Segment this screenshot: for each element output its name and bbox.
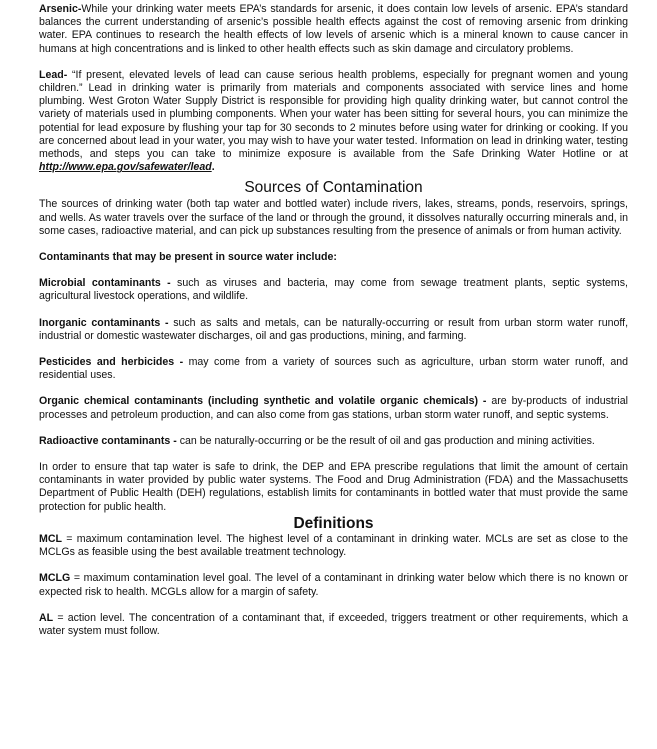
definition-mcl: [39, 533, 628, 559]
definition-al: [39, 612, 628, 638]
contaminant-item-radioactive: [39, 435, 628, 448]
contaminant-term: Organic chemical contaminants (including synthetic and volatile organic chemicals) -: [39, 395, 492, 408]
definition-text: = maximum contamination level. The highest level of a contaminant in drinking water. MCLs are set as close to the MCLGs as feasible using the best available treatment technology.: [39, 532, 628, 559]
arsenic-term: Arsenic-: [39, 3, 82, 15]
epa-lead-link[interactable]: http://www.epa.gov/safewater/lead: [39, 161, 212, 174]
lead-text: “If present, elevated levels of lead can cause serious health problems, especially for pregnant women and young children.” Lead in drinking water is primarily from materials and components associated with service lines and home plumbing. West Groton Water Supply District is responsible for providing high quality drinking water, but cannot control the variety of materials used in plumbing components. When your water has been sitting for several hours, you can minimize the potential for lead exposure by flushing your tap for 30 seconds to 2 minutes before using water for drinking or cooking. If you are concerned about lead in your water, you may wish to have your water tested. Information on lead in drinking water, testing methods, and steps you can take to minimize exposure is available from the Safe Drinking Water Hotline or at: [39, 68, 628, 161]
definition-mclg: [39, 572, 628, 598]
contaminants-list-heading-text: Contaminants that may be present in source water include:: [39, 251, 337, 264]
contaminant-item-pesticides: [39, 356, 628, 382]
contaminant-term: Microbial contaminants -: [39, 277, 178, 290]
lead-term: Lead-: [39, 68, 68, 81]
arsenic-text: While your drinking water meets EPA’s standards for arsenic, it does contain low levels of arsenic. EPA’s standard balances the current understanding of arsenic’s possible health effects against the cost of removing arsenic from drinking water. EPA continues to research the health effects of low levels of arsenic which is a mineral known to cause cancer in humans at high concentrations and is linked to other health effects such as skin damage and circulatory problems.: [39, 3, 628, 55]
contaminant-text: may come from a variety of sources such as agriculture, urban storm water runoff, and residential uses.: [39, 356, 628, 382]
sources-intro: The sources of drinking water (both tap water and bottled water) include rivers, lakes, streams, ponds, reservoirs, springs, and wells. As water travels over the surface of the land or through the ground, it dissolves naturally occurring minerals and, in some cases, radioactive material, and can pick up substances resulting from the presence of animals or from human activity.: [39, 198, 628, 237]
contaminant-text: can be naturally-occurring or be the result of oil and gas production and mining activities.: [179, 434, 595, 447]
contaminant-item-organic: [39, 395, 628, 421]
contaminant-term: Radioactive contaminants -: [39, 434, 180, 447]
contaminants-list-heading: [39, 251, 628, 264]
sources-heading: Sources of Contamination: [244, 179, 423, 197]
contaminant-term: Inorganic contaminants -: [39, 316, 174, 329]
definition-text: = action level. The concentration of a contaminant that, if exceeded, triggers treatment or other requirements, which a water system must follow.: [39, 611, 628, 637]
contaminant-term: Pesticides and herbicides -: [39, 356, 189, 369]
contaminant-item-microbial: [39, 277, 628, 303]
contaminant-item-inorganic: [39, 317, 628, 343]
contaminant-text: are by-products of industrial processes and petroleum production, and can also come from gas stations, urban storm water runoff, and septic systems.: [39, 395, 628, 421]
lead-end: .: [211, 161, 215, 174]
contaminant-text: such as viruses and bacteria, may come from sewage treatment plants, septic systems, agricultural livestock operations, and wildlife.: [39, 277, 629, 303]
definitions-heading: Definitions: [293, 514, 374, 532]
arsenic-paragraph: [39, 3, 628, 56]
definition-term: MCL: [39, 532, 62, 545]
definition-text: = maximum contamination level goal. The level of a contaminant in drinking water below which there is no known or expected risk to health. MCGLs allow for a margin of safety.: [39, 572, 628, 598]
definition-term: MCLG: [39, 572, 71, 585]
definition-term: AL: [39, 611, 54, 624]
regulations-paragraph: In order to ensure that tap water is safe to drink, the DEP and EPA prescribe regulations that limit the amount of certain contaminants in water provided by public water systems. The Food and Drug Administration (FDA) and the Massachusetts Department of Public Health (DEH) regulations, establish limits for contaminants in bottled water that must provide the same protection for public health.: [39, 461, 628, 513]
contaminant-text: such as salts and metals, can be naturally-occurring or result from urban storm water runoff, industrial or domestic wastewater discharges, oil and gas productions, mining, and farming.: [39, 316, 629, 342]
lead-paragraph: [39, 69, 628, 175]
